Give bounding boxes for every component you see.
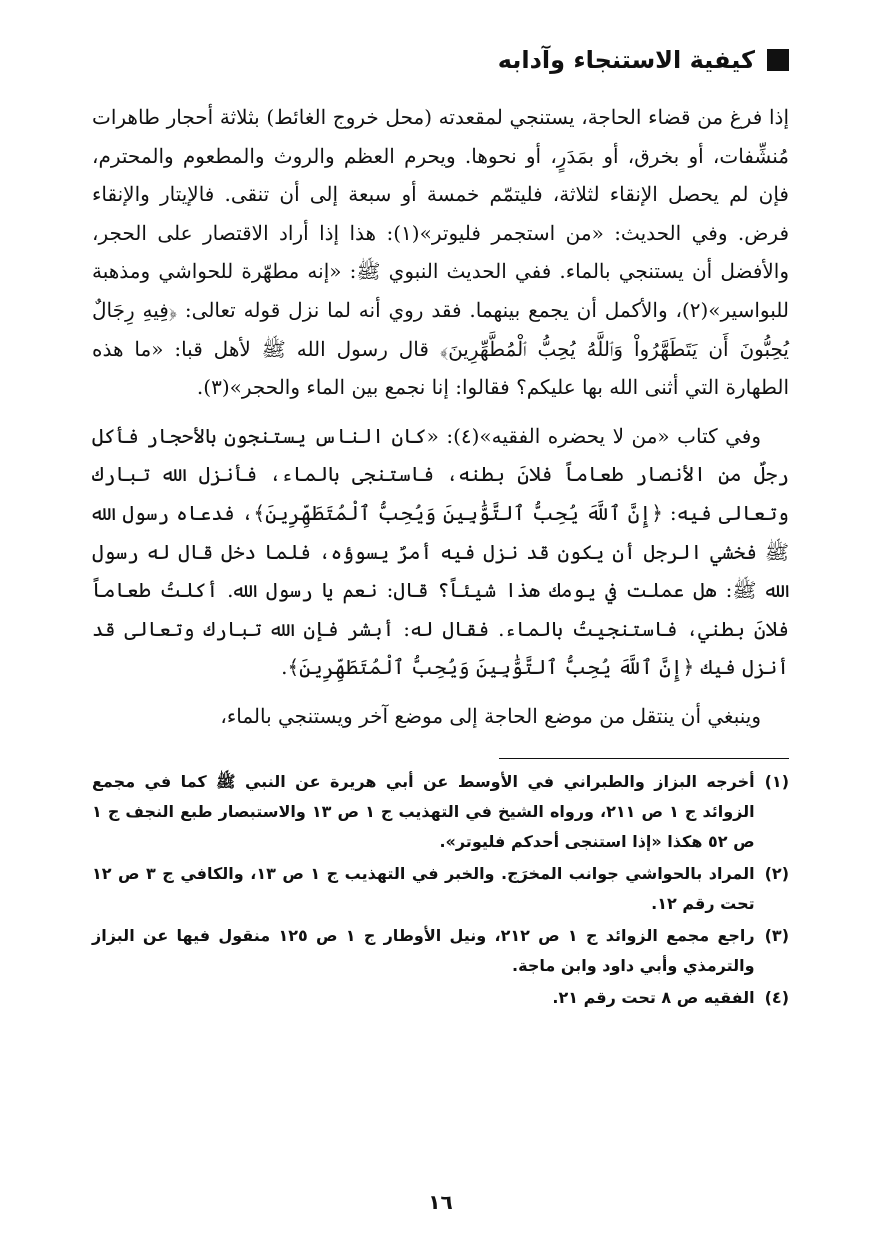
- footnote-number: (٣): [764, 925, 789, 945]
- footnote-text: الفقيه ص ٨ تحت رقم ٢١.: [552, 987, 755, 1007]
- paragraph-2: وفي كتاب «من لا يحضره الفقيه»(٤): «كان الناس يستنجون بالأحجار فأكل رجلٌ من الأنصار طعاماً فلانَ بطنه، فاستنجى بالماء، فأنزل الله تبارك وتعالى فيه: ﴿إِنَّ ٱللَّهَ يُحِبُّ ٱلتَّوَّٰبِينَ وَيُحِبُّ ٱلْمُتَطَهِّرِينَ﴾، فدعاه رسول الله ﷺ فخشي الرجل أن يكون قد نزل فيه أمرٌ يسوؤه، فلما دخل قال له رسول الله ﷺ: هل عملت في يومك هذا شيئاً؟ قال: نعم يا رسول الله. أكلتُ طعاماً فلانَ بطني، فاستنجيتُ بالماء. فقال له: أبشر فإن الله تبارك وتعالى قد أنزل فيك ﴿إِنَّ ٱللَّهَ يُحِبُّ ٱلتَّوَّٰبِينَ وَيُحِبُّ ٱلْمُتَطَهِّرِينَ﴾.: [92, 423, 790, 680]
- footnote-text: المراد بالحواشي جوانب المخرَج. والخبر في التهذيب ج ١ ص ١٣، والكافي ج ٣ ص ١٢ تحت رقم ١٢.: [92, 863, 755, 913]
- square-bullet-icon: [767, 49, 789, 71]
- footnote-text: أخرجه البزاز والطبراني في الأوسط عن أبي هريرة عن النبي ﷺ كما في مجمع الزوائد ج ١ ص ٢١١، ورواه الشيخ في التهذيب ج ١ ص ١٣ والاستبصار طبع النجف ج ١ ص ٥٢ هكذا «إذا استنجى أحدكم فليوتر».: [92, 771, 755, 851]
- page: [92, 40, 789, 1237]
- footnote-divider: [499, 758, 789, 759]
- footnote-number: (١): [764, 771, 789, 791]
- section-heading: [92, 40, 789, 80]
- footnote-text: راجع مجمع الزوائد ج ١ ص ٢١٢، ونيل الأوطار ج ١ ص ١٢٥ منقول فيها عن البزاز والترمذي وأبي داود وابن ماجة.: [92, 925, 755, 975]
- footnote-2: [92, 859, 789, 919]
- section-heading-text: كيفية الاستنجاء وآدابه: [497, 46, 755, 74]
- paragraph-3: وينبغي أن ينتقل من موضع الحاجة إلى موضع آخر ويستنجي بالماء،: [220, 703, 761, 728]
- paragraph-1: إذا فرغ من قضاء الحاجة، يستنجي لمقعدته (محل خروج الغائط) بثلاثة أحجار طاهرات مُنشِّفات، أو بخرق، أو بمَدَرٍ، أو نحوها. ويحرم العظم والروث والمطعوم والمحترم، فإن لم يحصل الإنقاء لثلاثة، فليتمّم خمسة أو سبعة إلى أن تنقى. فالإيتار والإنقاء فرض. وفي الحديث: «من استجمر فليوتر»(١): هذا إذا أراد الاقتصار على الحجر، والأفضل أن يستنجي بالماء. ففي الحديث النبوي ﷺ: «إنه مطهّرة للحواشي ومذهبة للبواسير»(٢)، والأكمل أن يجمع بينهما. فقد روي أنه لما نزل قوله تعالى: ﴿فِيهِ رِجَالٌ يُحِبُّونَ أَن يَتَطَهَّرُواْ وَٱللَّهُ يُحِبُّ ٱلْمُطَّهِّرِينَ﴾ قال رسول الله ﷺ لأهل قبا: «ما هذه الطهارة التي أثنى الله بها عليكم؟ فقالوا: إنا نجمع بين الماء والحجر»(٣).: [92, 105, 790, 400]
- footnote-4: [92, 983, 789, 1013]
- footnote-1: [92, 767, 789, 857]
- footnote-3: [92, 921, 789, 981]
- footnote-number: (٤): [764, 987, 789, 1007]
- footnote-number: (٢): [764, 863, 789, 883]
- page-number: ١٦: [428, 1190, 453, 1214]
